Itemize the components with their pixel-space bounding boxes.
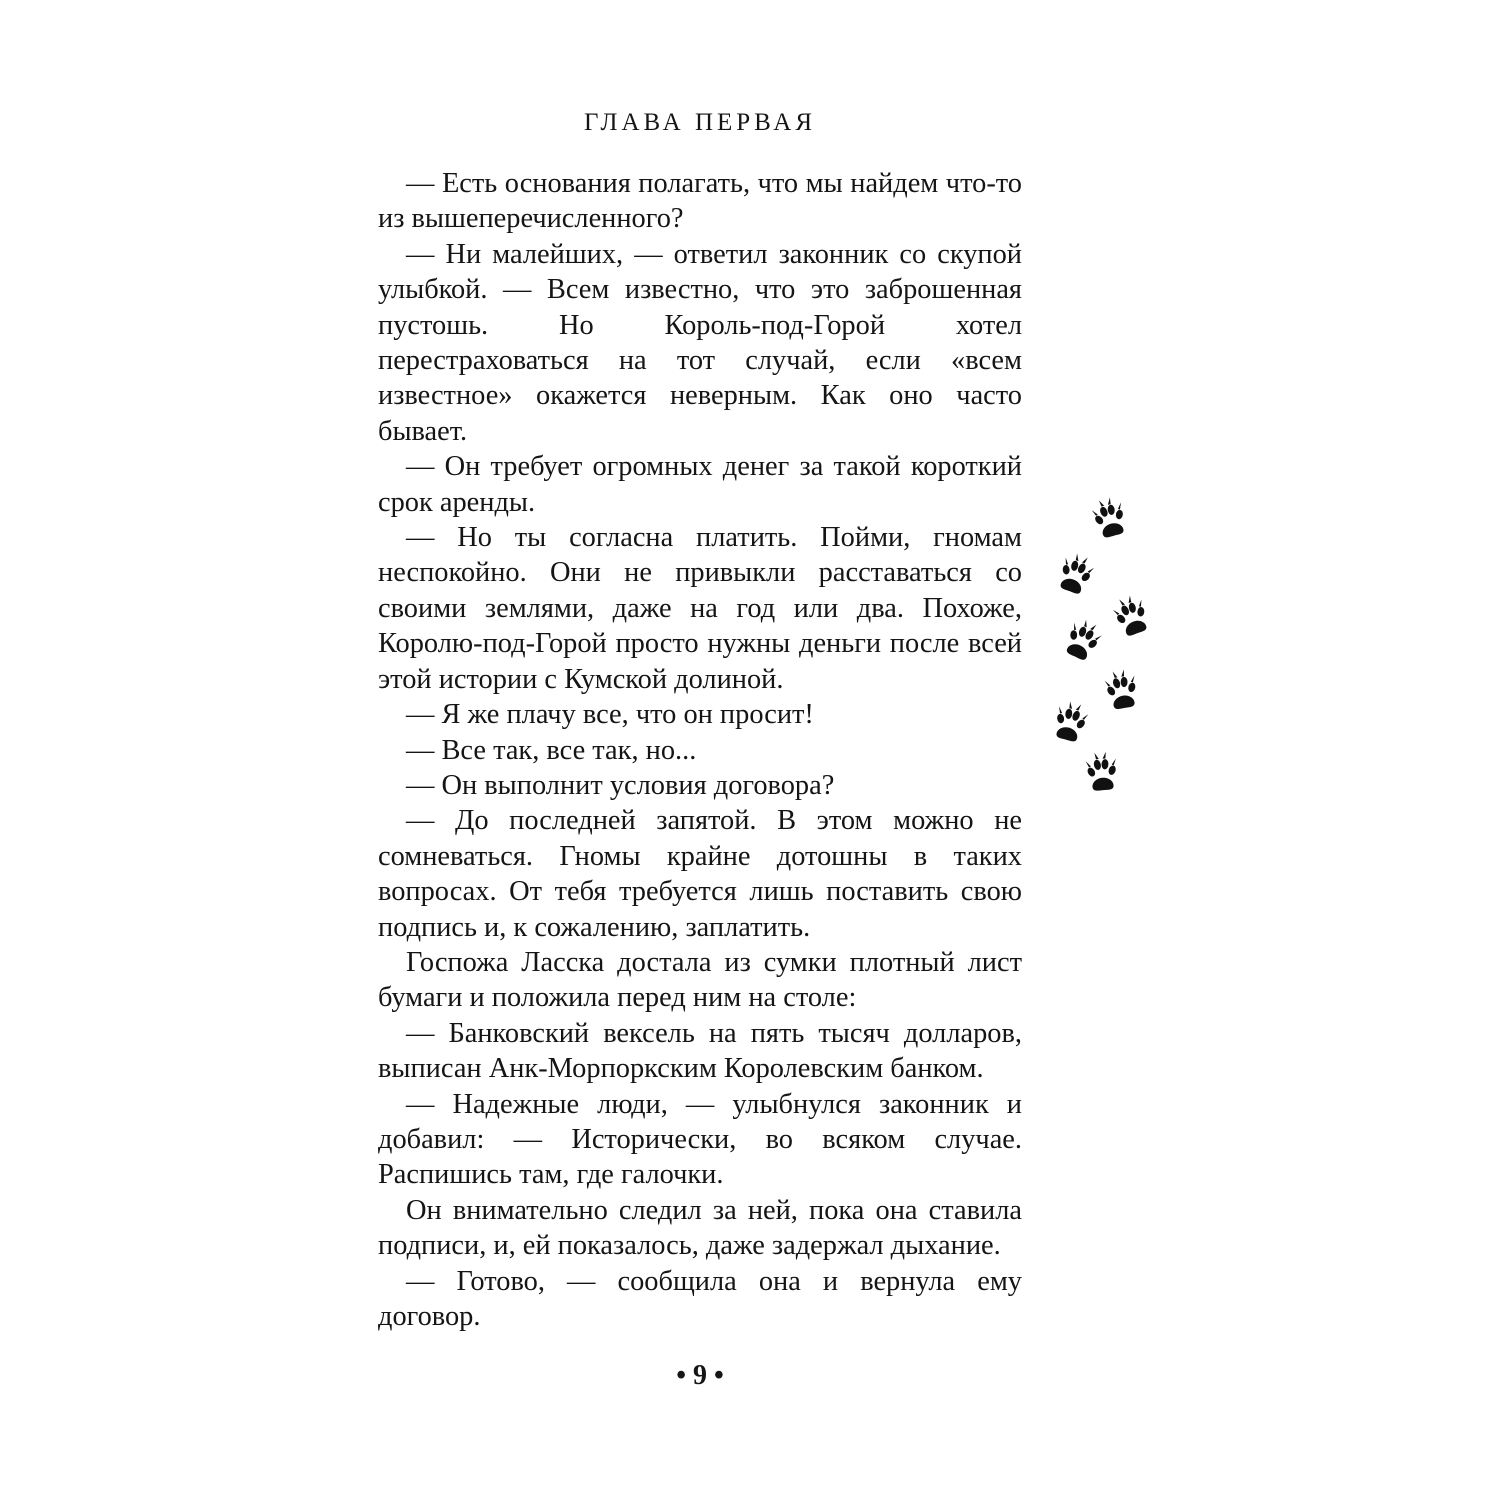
paw-print-icon [1055,550,1097,596]
chapter-heading: ГЛАВА ПЕРВАЯ [583,109,817,136]
paragraph: — Банковский вексель на пять тысяч долларов, выписан Анк-Морпоркским Королевским банком. [378,1017,1022,1085]
paragraph: — Он выполнит условия договора? [406,769,835,801]
paw-trail-svg [1040,480,1180,810]
paragraph: — Он требует огромных денег за такой короткий срок аренды. [378,451,1022,518]
paragraph: Госпожа Ласска достала из сумки плотный лист бумаги и положила перед ним на столе: [378,946,1022,1014]
paragraph: — Все так, все так, но... [406,734,697,766]
paw-trail-decoration [1040,480,1180,810]
paw-print-icon [1103,668,1140,711]
paw-print-icon [1089,495,1129,540]
paragraph: — Но ты согласна платить. Пойми, гномам неспокойно. Они не привыкли расставаться со своими землями, даже на год или два. Похоже, Королю-под-Горой просто нужны деньги после всей этой истории с Кумской долиной. [378,522,1022,695]
paragraph: — Надежные люди, — улыбнулся законник и добавил: — Исторически, во всяком случае. Распишись там, где галочки. [378,1088,1022,1191]
paragraph: — Есть основания полагать, что мы найдем что-то из вышеперечисленного? [378,168,1022,235]
paragraph: — До последней запятой. В этом можно не сомневаться. Гномы крайне дотошны в таких вопросах. От тебя требуется лишь поставить свою подпись и, к сожалению, заплатить. [378,805,1022,943]
paw-print-icon [1085,751,1119,792]
paw-print-icon [1061,616,1105,664]
body-text [378,166,1022,1334]
paw-print-icon [1051,699,1091,744]
paw-print-icon [1110,592,1152,638]
page-number: • 9 • [676,1360,724,1391]
paragraph: — Ни малейших, — ответил законник со скупой улыбкой. — Всем известно, что это заброшенная пустошь. Но Король-под-Горой хотел перестраховаться на тот случай, если «всем известное» окажется неверным. Как оно часто бывает. [378,238,1022,447]
paragraph: — Я же плачу все, что он просит! [406,699,814,731]
paragraph: Он внимательно следил за ней, пока она ставила подписи, и, ей показалось, даже задержал дыхание. [378,1194,1022,1262]
paragraph: — Готово, — сообщила она и вернула ему договор. [378,1265,1022,1332]
